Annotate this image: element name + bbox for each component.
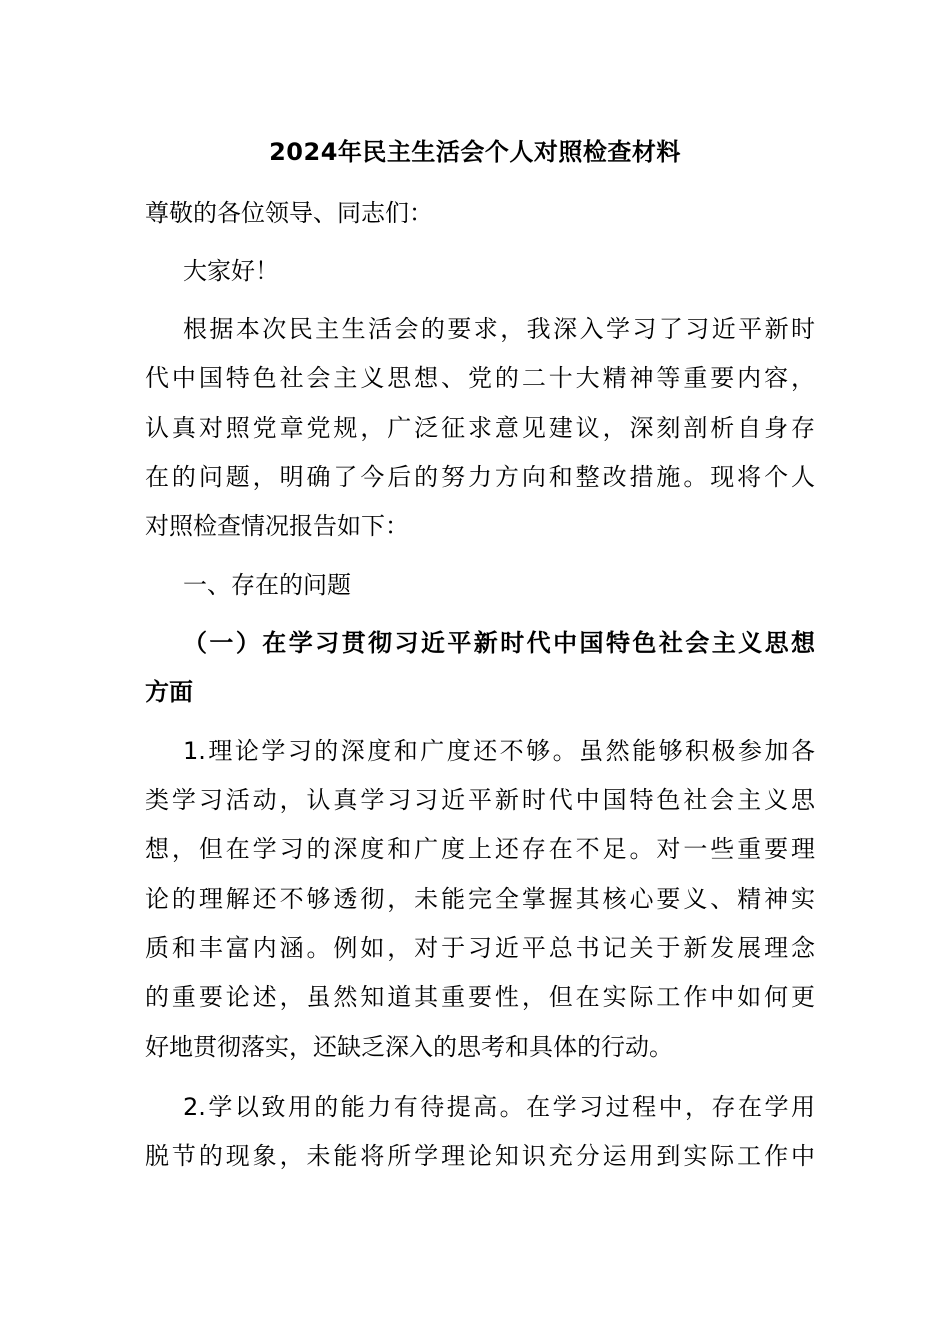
item1-line: 类学习活动，认真学习习近平新时代中国特色社会主义思 [145, 786, 815, 814]
salutation: 尊敬的各位领导、同志们： [145, 199, 433, 227]
intro-line: 代中国特色社会主义思想、党的二十大精神等重要内容， [145, 364, 815, 392]
section-heading: 一、存在的问题 [183, 571, 351, 599]
subsection-heading-line: （一）在学习贯彻习近平新时代中国特色社会主义思想 [183, 629, 815, 657]
subsection-heading-line: 方面 [145, 678, 193, 706]
intro-line: 认真对照党章党规，广泛征求意见建议，深刻剖析自身存 [145, 414, 815, 442]
item1-line: 的重要论述，虽然知道其重要性，但在实际工作中如何更 [145, 983, 815, 1011]
greeting: 大家好！ [183, 257, 279, 285]
intro-line: 根据本次民主生活会的要求，我深入学习了习近平新时 [183, 315, 815, 343]
item1-line: 论的理解还不够透彻，未能完全掌握其核心要义、精神实 [145, 885, 815, 913]
item1-line: 好地贯彻落实，还缺乏深入的思考和具体的行动。 [145, 1033, 673, 1061]
item2-line: 2.学以致用的能力有待提高。在学习过程中，存在学用 [183, 1093, 815, 1121]
intro-line: 在的问题，明确了今后的努力方向和整改措施。现将个人 [145, 463, 815, 491]
item1-line: 质和丰富内涵。例如，对于习近平总书记关于新发展理念 [145, 934, 815, 962]
item1-line: 想，但在学习的深度和广度上还存在不足。对一些重要理 [145, 835, 815, 863]
document-title: 2024年民主生活会个人对照检查材料 [269, 138, 681, 166]
item1-line: 1.理论学习的深度和广度还不够。虽然能够积极参加各 [183, 737, 815, 765]
intro-line: 对照检查情况报告如下： [145, 512, 409, 540]
item2-line: 脱节的现象，未能将所学理论知识充分运用到实际工作中 [145, 1142, 815, 1170]
